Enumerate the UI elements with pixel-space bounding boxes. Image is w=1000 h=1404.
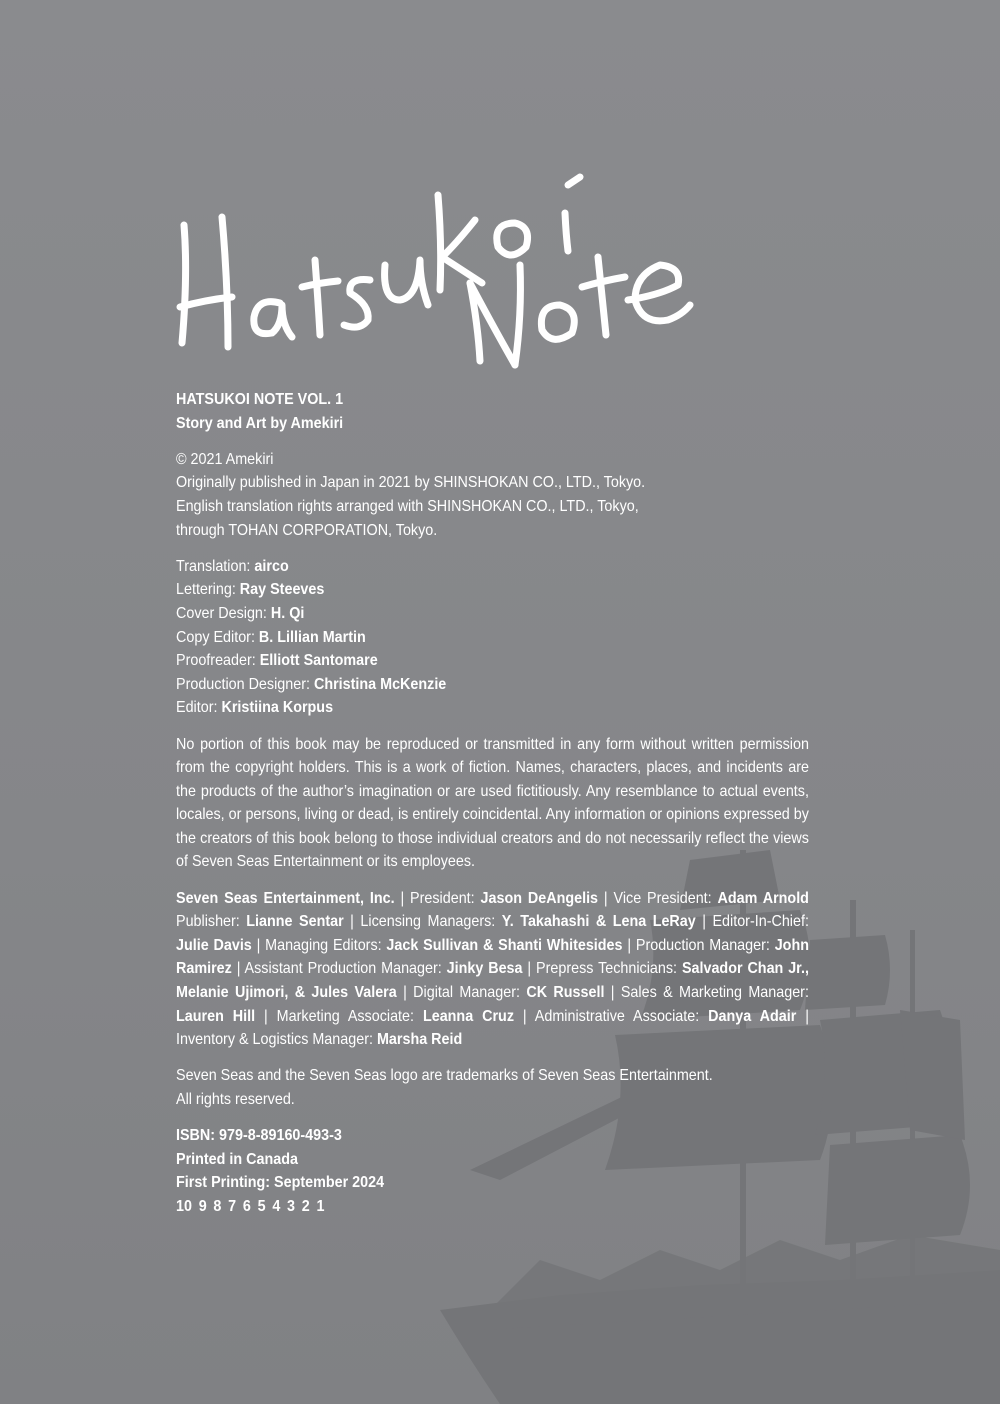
company-name: Seven Seas Entertainment, Inc. — [176, 889, 395, 907]
credit-line: Editor: Kristiina Korpus — [176, 699, 334, 717]
copyright-text — [176, 388, 809, 1231]
agency-line: through TOHAN CORPORATION, Tokyo. — [176, 521, 438, 539]
printing-block — [176, 1124, 758, 1218]
credit-line: Translation: airco — [176, 557, 289, 575]
publication-line: Originally published in Japan in 2021 by SHINSHOKAN CO., LTD., Tokyo. — [176, 474, 646, 492]
rights-reserved-line: All rights reserved. — [176, 1091, 295, 1108]
printed-in: Printed in Canada — [176, 1150, 298, 1168]
printing-numbers: 10 9 8 7 6 5 4 3 2 1 — [176, 1197, 325, 1215]
credit-line: Cover Design: H. Qi — [176, 604, 305, 622]
staff-paragraph: Seven Seas Entertainment, Inc. | President: Jason DeAngelis | Vice President: Adam Arnold Publisher: Lianne Sentar | Licensing Managers: Y. Takahashi & Lena LeRay | Editor-In-Chief: Julie Davis | Managing Editors: Jack Sullivan & Shanti Whitesides | Production Manager: John Ramirez | Assistant Production Manager: Jinky Besa | Prepress Technicians: Salvador Chan Jr., Melanie Ujimori, & Jules Valera | Digital Manager: CK Russell | Sales & Marketing Manager: Lauren Hill | Marketing Associate: Leanna Cruz | Administrative Associate: Danya Adair | Inventory & Logistics Manager: Marsha Reid — [176, 889, 809, 1049]
translation-rights-line: English translation rights arranged with SHINSHOKAN CO., LTD., Tokyo, — [176, 497, 639, 515]
credit-line: Copy Editor: B. Lillian Martin — [176, 628, 366, 646]
byline: Story and Art by Amekiri — [176, 414, 344, 432]
credit-line: Lettering: Ray Steeves — [176, 581, 325, 599]
trademark-line: Seven Seas and the Seven Seas logo are trademarks of Seven Seas Entertainment. — [176, 1067, 713, 1085]
title-block — [176, 388, 758, 435]
credits-block — [176, 555, 758, 720]
volume-title: HATSUKOI NOTE VOL. 1 — [176, 391, 344, 408]
trademark-block — [176, 1064, 758, 1111]
credit-line: Proofreader: Elliott Santomare — [176, 652, 378, 670]
disclaimer-paragraph: No portion of this book may be reproduced or transmitted in any form without written permission from the copyright holders. This is a work of fiction. Names, characters, places, and incidents are the products of the author’s imagination or are used fictitiously. Any resemblance to actual events, locales, or persons, living or dead, is entirely coincidental. Any information or opinions expressed by the creators of this book belong to those individual creators and do not necessarily reflect the views of Seven Seas Entertainment or its employees. — [176, 735, 809, 871]
first-printing: First Printing: September 2024 — [176, 1174, 385, 1192]
rights-block — [176, 448, 758, 542]
hatsukoi-note-logo — [170, 165, 700, 380]
isbn: ISBN: 979-8-89160-493-3 — [176, 1127, 342, 1145]
copyright-line: © 2021 Amekiri — [176, 450, 274, 468]
credit-line: Production Designer: Christina McKenzie — [176, 675, 447, 693]
